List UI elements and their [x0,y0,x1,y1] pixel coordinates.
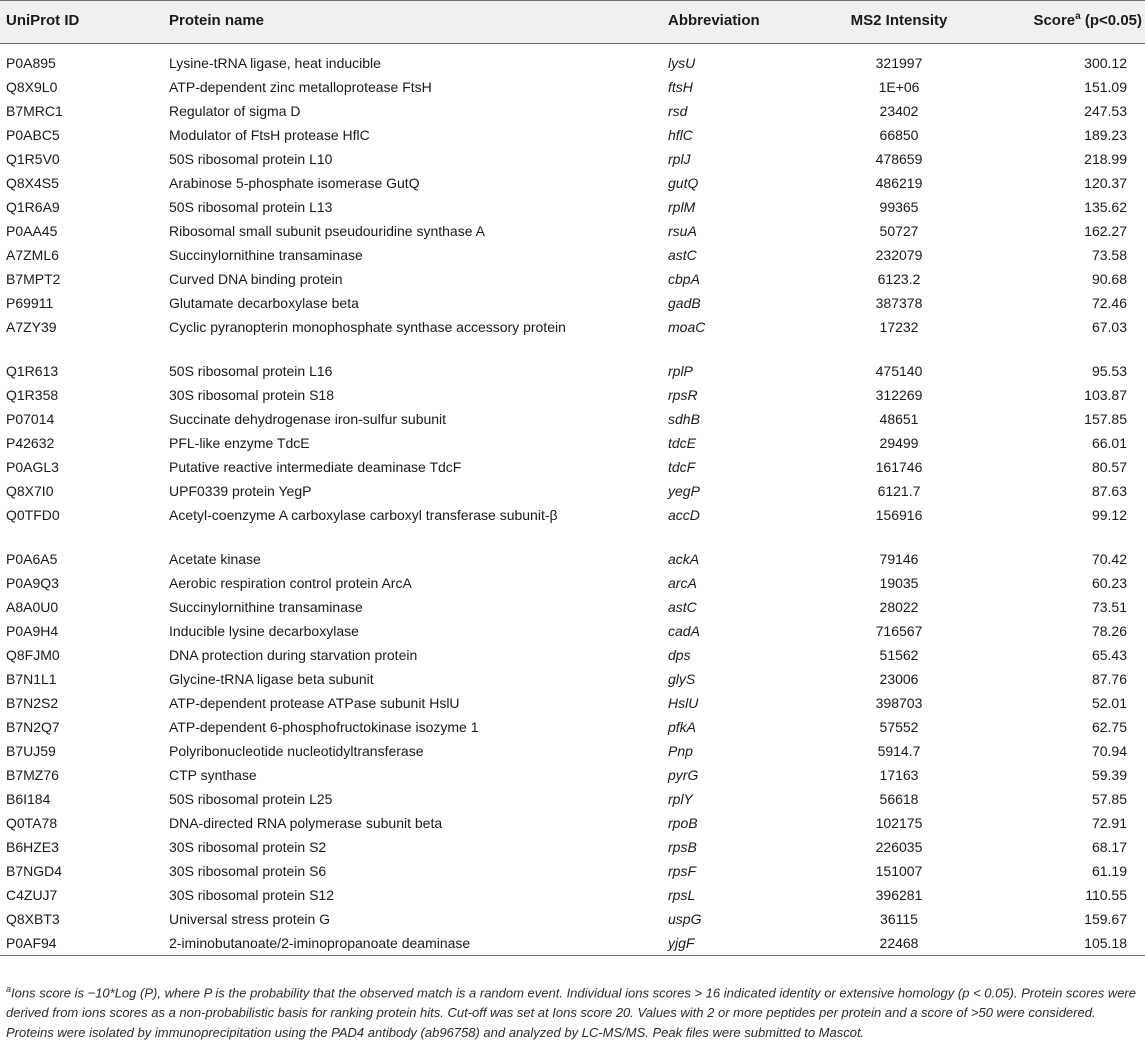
table-row [0,595,1145,619]
table-row [0,547,1145,571]
cell-abbreviation: rplP [668,363,693,379]
footnote-a [6,979,1139,1023]
table-row [0,667,1145,691]
header-abbreviation: Abbreviation [668,12,760,29]
cell-score: 68.17 [1091,839,1127,855]
cell-uniprot-id: Q0TFD0 [6,507,60,523]
cell-protein-name: Aerobic respiration control protein ArcA [169,575,412,591]
cell-uniprot-id: Q8XBT3 [6,911,60,927]
cell-protein-name: 30S ribosomal protein S18 [169,387,334,403]
cell-protein-name: 30S ribosomal protein S6 [169,863,327,879]
table-row [0,503,1145,547]
cell-protein-name: ATP-dependent protease ATPase subunit HslU [169,695,460,711]
cell-abbreviation: Pnp [668,743,693,759]
table-row [0,455,1145,479]
cell-score: 80.57 [1091,459,1127,475]
cell-abbreviation: tdcE [668,435,697,451]
cell-protein-name: Acetate kinase [169,551,261,567]
cell-abbreviation: ftsH [668,79,693,95]
cell-uniprot-id: B7MRC1 [6,103,63,119]
table-row [0,571,1145,595]
table-row [0,431,1145,455]
cell-score: 70.94 [1091,743,1127,759]
cell-score: 59.39 [1091,767,1127,783]
cell-ms2-intensity: 66850 [879,127,919,143]
cell-score: 105.18 [1084,935,1127,951]
cell-abbreviation: accD [668,507,700,523]
cell-protein-name: Ribosomal small subunit pseudouridine synthase A [169,223,485,239]
cell-score: 95.53 [1091,363,1127,379]
cell-protein-name: Lysine-tRNA ligase, heat inducible [169,55,381,71]
cell-ms2-intensity: 151007 [875,863,923,879]
cell-protein-name: Arabinose 5-phosphate isomerase GutQ [169,175,420,191]
cell-abbreviation: moaC [668,319,706,335]
cell-uniprot-id: P42632 [6,435,55,451]
cell-score: 73.58 [1091,247,1127,263]
cell-protein-name: ATP-dependent 6-phosphofructokinase isozyme 1 [169,719,479,735]
header-score-label: Score [1033,12,1076,29]
cell-uniprot-id: P0AA45 [6,223,58,239]
cell-ms2-intensity: 321997 [875,55,923,71]
cell-score: 159.67 [1084,911,1127,927]
cell-abbreviation: rsuA [668,223,697,239]
cell-uniprot-id: P69911 [6,295,54,311]
cell-ms2-intensity: 102175 [875,815,923,831]
cell-ms2-intensity: 226035 [875,839,923,855]
cell-uniprot-id: B6HZE3 [6,839,59,855]
cell-score: 60.23 [1091,575,1127,591]
cell-ms2-intensity: 478659 [875,151,923,167]
table-row [0,243,1145,267]
cell-protein-name: DNA protection during starvation protein [169,647,418,663]
cell-abbreviation: uspG [668,911,702,927]
cell-abbreviation: dps [668,647,691,663]
cell-uniprot-id: Q1R358 [6,387,59,403]
cell-uniprot-id: A7ZY39 [6,319,57,335]
cell-uniprot-id: P0ABC5 [6,127,60,143]
table-row [0,883,1145,907]
cell-abbreviation: rplJ [668,151,691,167]
cell-ms2-intensity: 50727 [879,223,919,239]
cell-ms2-intensity: 29499 [879,435,919,451]
cell-score: 135.62 [1084,199,1127,215]
cell-ms2-intensity: 17163 [879,767,919,783]
cell-score: 73.51 [1091,599,1127,615]
cell-abbreviation: yegP [668,483,700,499]
cell-uniprot-id: B7NGD4 [6,863,63,879]
table-row [0,75,1145,99]
cell-protein-name: UPF0339 protein YegP [169,483,312,499]
table-row [0,931,1145,956]
cell-abbreviation: rpsR [668,387,698,403]
table-row [0,99,1145,123]
cell-ms2-intensity: 716567 [875,623,923,639]
table-row [0,907,1145,931]
table-footnotes [6,979,1139,1043]
cell-protein-name: Regulator of sigma D [169,103,301,119]
cell-abbreviation: tdcF [668,459,696,475]
table-row [0,123,1145,147]
cell-ms2-intensity: 232079 [875,247,923,263]
header-score [982,1,1145,44]
cell-abbreviation: cadA [668,623,700,639]
cell-ms2-intensity: 1E+06 [878,79,920,95]
cell-abbreviation: glyS [668,671,696,687]
cell-ms2-intensity: 5914.7 [877,743,921,759]
table-row [0,171,1145,195]
cell-abbreviation: lysU [668,55,696,71]
cell-uniprot-id: P07014 [6,411,55,427]
cell-score: 99.12 [1091,507,1127,523]
cell-ms2-intensity: 79146 [879,551,919,567]
cell-uniprot-id: Q1R5V0 [6,151,60,167]
cell-score: 61.19 [1091,863,1127,879]
cell-ms2-intensity: 56618 [879,791,919,807]
cell-abbreviation: pfkA [668,719,697,735]
cell-abbreviation: rplY [668,791,693,807]
cell-abbreviation: ackA [668,551,700,567]
header-uniprot-id: UniProt ID [6,12,80,29]
table-row [0,291,1145,315]
cell-score: 90.68 [1091,271,1127,287]
cell-uniprot-id: C4ZUJ7 [6,887,58,903]
cell-protein-name: ATP-dependent zinc metalloprotease FtsH [169,79,432,95]
table-row [0,835,1145,859]
cell-score: 65.43 [1091,647,1127,663]
cell-score: 162.27 [1084,223,1127,239]
cell-uniprot-id: P0A6A5 [6,551,58,567]
cell-protein-name: Cyclic pyranopterin monophosphate synthase accessory protein [169,319,566,335]
cell-abbreviation: yjgF [668,935,695,951]
table-row [0,787,1145,811]
cell-protein-name: PFL-like enzyme TdcE [169,435,310,451]
cell-ms2-intensity: 23006 [879,671,919,687]
cell-uniprot-id: B7N2S2 [6,695,59,711]
table-row [0,267,1145,291]
cell-abbreviation: gutQ [668,175,699,191]
cell-uniprot-id: Q8X7I0 [6,483,54,499]
cell-protein-name: CTP synthase [169,767,257,783]
cell-score: 57.85 [1091,791,1127,807]
cell-uniprot-id: B7MZ76 [6,767,59,783]
table-row [0,315,1145,359]
cell-score: 247.53 [1084,103,1127,119]
footnote-a-text: Ions score is −10*Log (P), where P is the probability that the observed match is a random event. Individual ions scores > 16 indicated identity or extensive homology (p < 0.05). Protein scores were derived from ions scores as a non-probabilistic basis for ranking protein hits. Cut-off was set at Ions score 20. Values with 2 or more peptides per protein and a score of >50 were considered. [6,985,1136,1021]
cell-ms2-intensity: 486219 [875,175,923,191]
cell-ms2-intensity: 387378 [875,295,923,311]
cell-uniprot-id: P0A9Q3 [6,575,59,591]
cell-protein-name: Putative reactive intermediate deaminase TdcF [169,459,462,475]
table-body [0,44,1145,956]
cell-uniprot-id: A8A0U0 [6,599,59,615]
cell-uniprot-id: Q8X9L0 [6,79,58,95]
cell-protein-name: Universal stress protein G [169,911,331,927]
cell-protein-name: DNA-directed RNA polymerase subunit beta [169,815,443,831]
table-row [0,44,1145,76]
cell-score: 72.91 [1091,815,1127,831]
footnote-b: Proteins were isolated by immunoprecipitation using the PAD4 antibody (ab96758) and analyzed by LC-MS/MS. Peak files were submitted to Mascot. [6,1025,865,1041]
cell-score: 78.26 [1091,623,1127,639]
cell-uniprot-id: B7UJ59 [6,743,56,759]
cell-abbreviation: astC [668,599,697,615]
cell-ms2-intensity: 161746 [875,459,923,475]
cell-score: 72.46 [1091,295,1127,311]
table-row [0,619,1145,643]
cell-ms2-intensity: 6121.7 [877,483,921,499]
table-row [0,715,1145,739]
cell-ms2-intensity: 6123.2 [877,271,921,287]
cell-score: 218.99 [1084,151,1127,167]
cell-protein-name: Glutamate decarboxylase beta [169,295,359,311]
cell-score: 300.12 [1084,55,1127,71]
cell-uniprot-id: P0A9H4 [6,623,59,639]
cell-protein-name: Succinate dehydrogenase iron-sulfur subunit [169,411,447,427]
cell-ms2-intensity: 396281 [875,887,923,903]
cell-protein-name: Succinylornithine transaminase [169,599,363,615]
cell-uniprot-id: A7ZML6 [6,247,59,263]
cell-uniprot-id: P0AGL3 [6,459,59,475]
table-row [0,859,1145,883]
cell-protein-name: 2-iminobutanoate/2-iminopropanoate deaminase [169,935,471,951]
cell-ms2-intensity: 475140 [875,363,923,379]
header-ms2-intensity: MS2 Intensity [850,12,948,29]
cell-ms2-intensity: 99365 [879,199,919,215]
cell-abbreviation: rplM [668,199,696,215]
cell-uniprot-id: P0A895 [6,55,56,71]
cell-protein-name: 50S ribosomal protein L13 [169,199,333,215]
cell-protein-name: 50S ribosomal protein L16 [169,363,333,379]
cell-abbreviation: arcA [668,575,697,591]
cell-abbreviation: gadB [668,295,701,311]
cell-abbreviation: rpsL [668,887,696,903]
cell-uniprot-id: Q8X4S5 [6,175,59,191]
cell-abbreviation: rpsF [668,863,696,879]
cell-ms2-intensity: 28022 [879,599,919,615]
cell-uniprot-id: Q8FJM0 [6,647,60,663]
cell-score: 87.63 [1091,483,1127,499]
cell-ms2-intensity: 156916 [875,507,923,523]
table-row [0,147,1145,171]
header-protein-name: Protein name [169,12,265,29]
table-row [0,195,1145,219]
cell-ms2-intensity: 22468 [879,935,919,951]
cell-protein-name: 30S ribosomal protein S12 [169,887,334,903]
cell-uniprot-id: B7MPT2 [6,271,61,287]
header-row [0,1,1145,44]
cell-score: 151.09 [1084,79,1127,95]
cell-score: 66.01 [1091,435,1127,451]
cell-uniprot-id: B6I184 [6,791,51,807]
cell-ms2-intensity: 48651 [879,411,919,427]
cell-protein-name: Glycine-tRNA ligase beta subunit [169,671,374,687]
cell-uniprot-id: Q1R6A9 [6,199,60,215]
cell-ms2-intensity: 51562 [879,647,919,663]
table-row [0,359,1145,383]
cell-protein-name: Polyribonucleotide nucleotidyltransferase [169,743,424,759]
cell-uniprot-id: P0AF94 [6,935,57,951]
cell-ms2-intensity: 17232 [879,319,919,335]
cell-abbreviation: sdhB [668,411,700,427]
cell-protein-name: 50S ribosomal protein L10 [169,151,333,167]
cell-ms2-intensity: 23402 [879,103,919,119]
cell-ms2-intensity: 312269 [875,387,923,403]
table-row [0,691,1145,715]
cell-abbreviation: rpsB [668,839,697,855]
cell-protein-name: Acetyl-coenzyme A carboxylase carboxyl transferase subunit-β [169,507,558,523]
cell-protein-name: Succinylornithine transaminase [169,247,363,263]
table-row [0,219,1145,243]
cell-protein-name: Inducible lysine decarboxylase [169,623,359,639]
cell-abbreviation: pyrG [668,767,699,783]
cell-protein-name: 50S ribosomal protein L25 [169,791,333,807]
cell-abbreviation: HslU [668,695,699,711]
table-row [0,383,1145,407]
cell-score: 103.87 [1084,387,1127,403]
footnote-a-marker: a [6,984,12,994]
cell-uniprot-id: Q0TA78 [6,815,58,831]
cell-protein-name: Modulator of FtsH protease HflC [169,127,370,143]
cell-score: 110.55 [1085,887,1127,903]
cell-ms2-intensity: 57552 [879,719,919,735]
cell-uniprot-id: Q1R613 [6,363,59,379]
cell-score: 62.75 [1091,719,1127,735]
table-row [0,811,1145,835]
table-row [0,407,1145,431]
table-row [0,643,1145,667]
header-score-footnote-marker: a [1075,11,1081,22]
cell-uniprot-id: B7N2Q7 [6,719,60,735]
cell-protein-name: 30S ribosomal protein S2 [169,839,327,855]
cell-ms2-intensity: 398703 [875,695,923,711]
cell-score: 52.01 [1091,695,1127,711]
cell-abbreviation: astC [668,247,697,263]
cell-ms2-intensity: 19035 [879,575,919,591]
cell-ms2-intensity: 36115 [880,911,918,927]
cell-abbreviation: cbpA [668,271,700,287]
cell-score: 157.85 [1084,411,1127,427]
cell-abbreviation: rpoB [668,815,698,831]
cell-score: 70.42 [1091,551,1127,567]
table-row [0,739,1145,763]
cell-protein-name: Curved DNA binding protein [169,271,343,287]
cell-abbreviation: rsd [668,103,688,119]
header-score-significance: (p<0.05) [1080,12,1142,29]
table-header [0,1,1145,44]
cell-score: 67.03 [1091,319,1127,335]
cell-score: 189.23 [1084,127,1127,143]
cell-abbreviation: hflC [668,127,693,143]
cell-uniprot-id: B7N1L1 [6,671,57,687]
table-row [0,479,1145,503]
cell-score: 120.37 [1084,175,1127,191]
cell-score: 87.76 [1091,671,1127,687]
table-row [0,763,1145,787]
